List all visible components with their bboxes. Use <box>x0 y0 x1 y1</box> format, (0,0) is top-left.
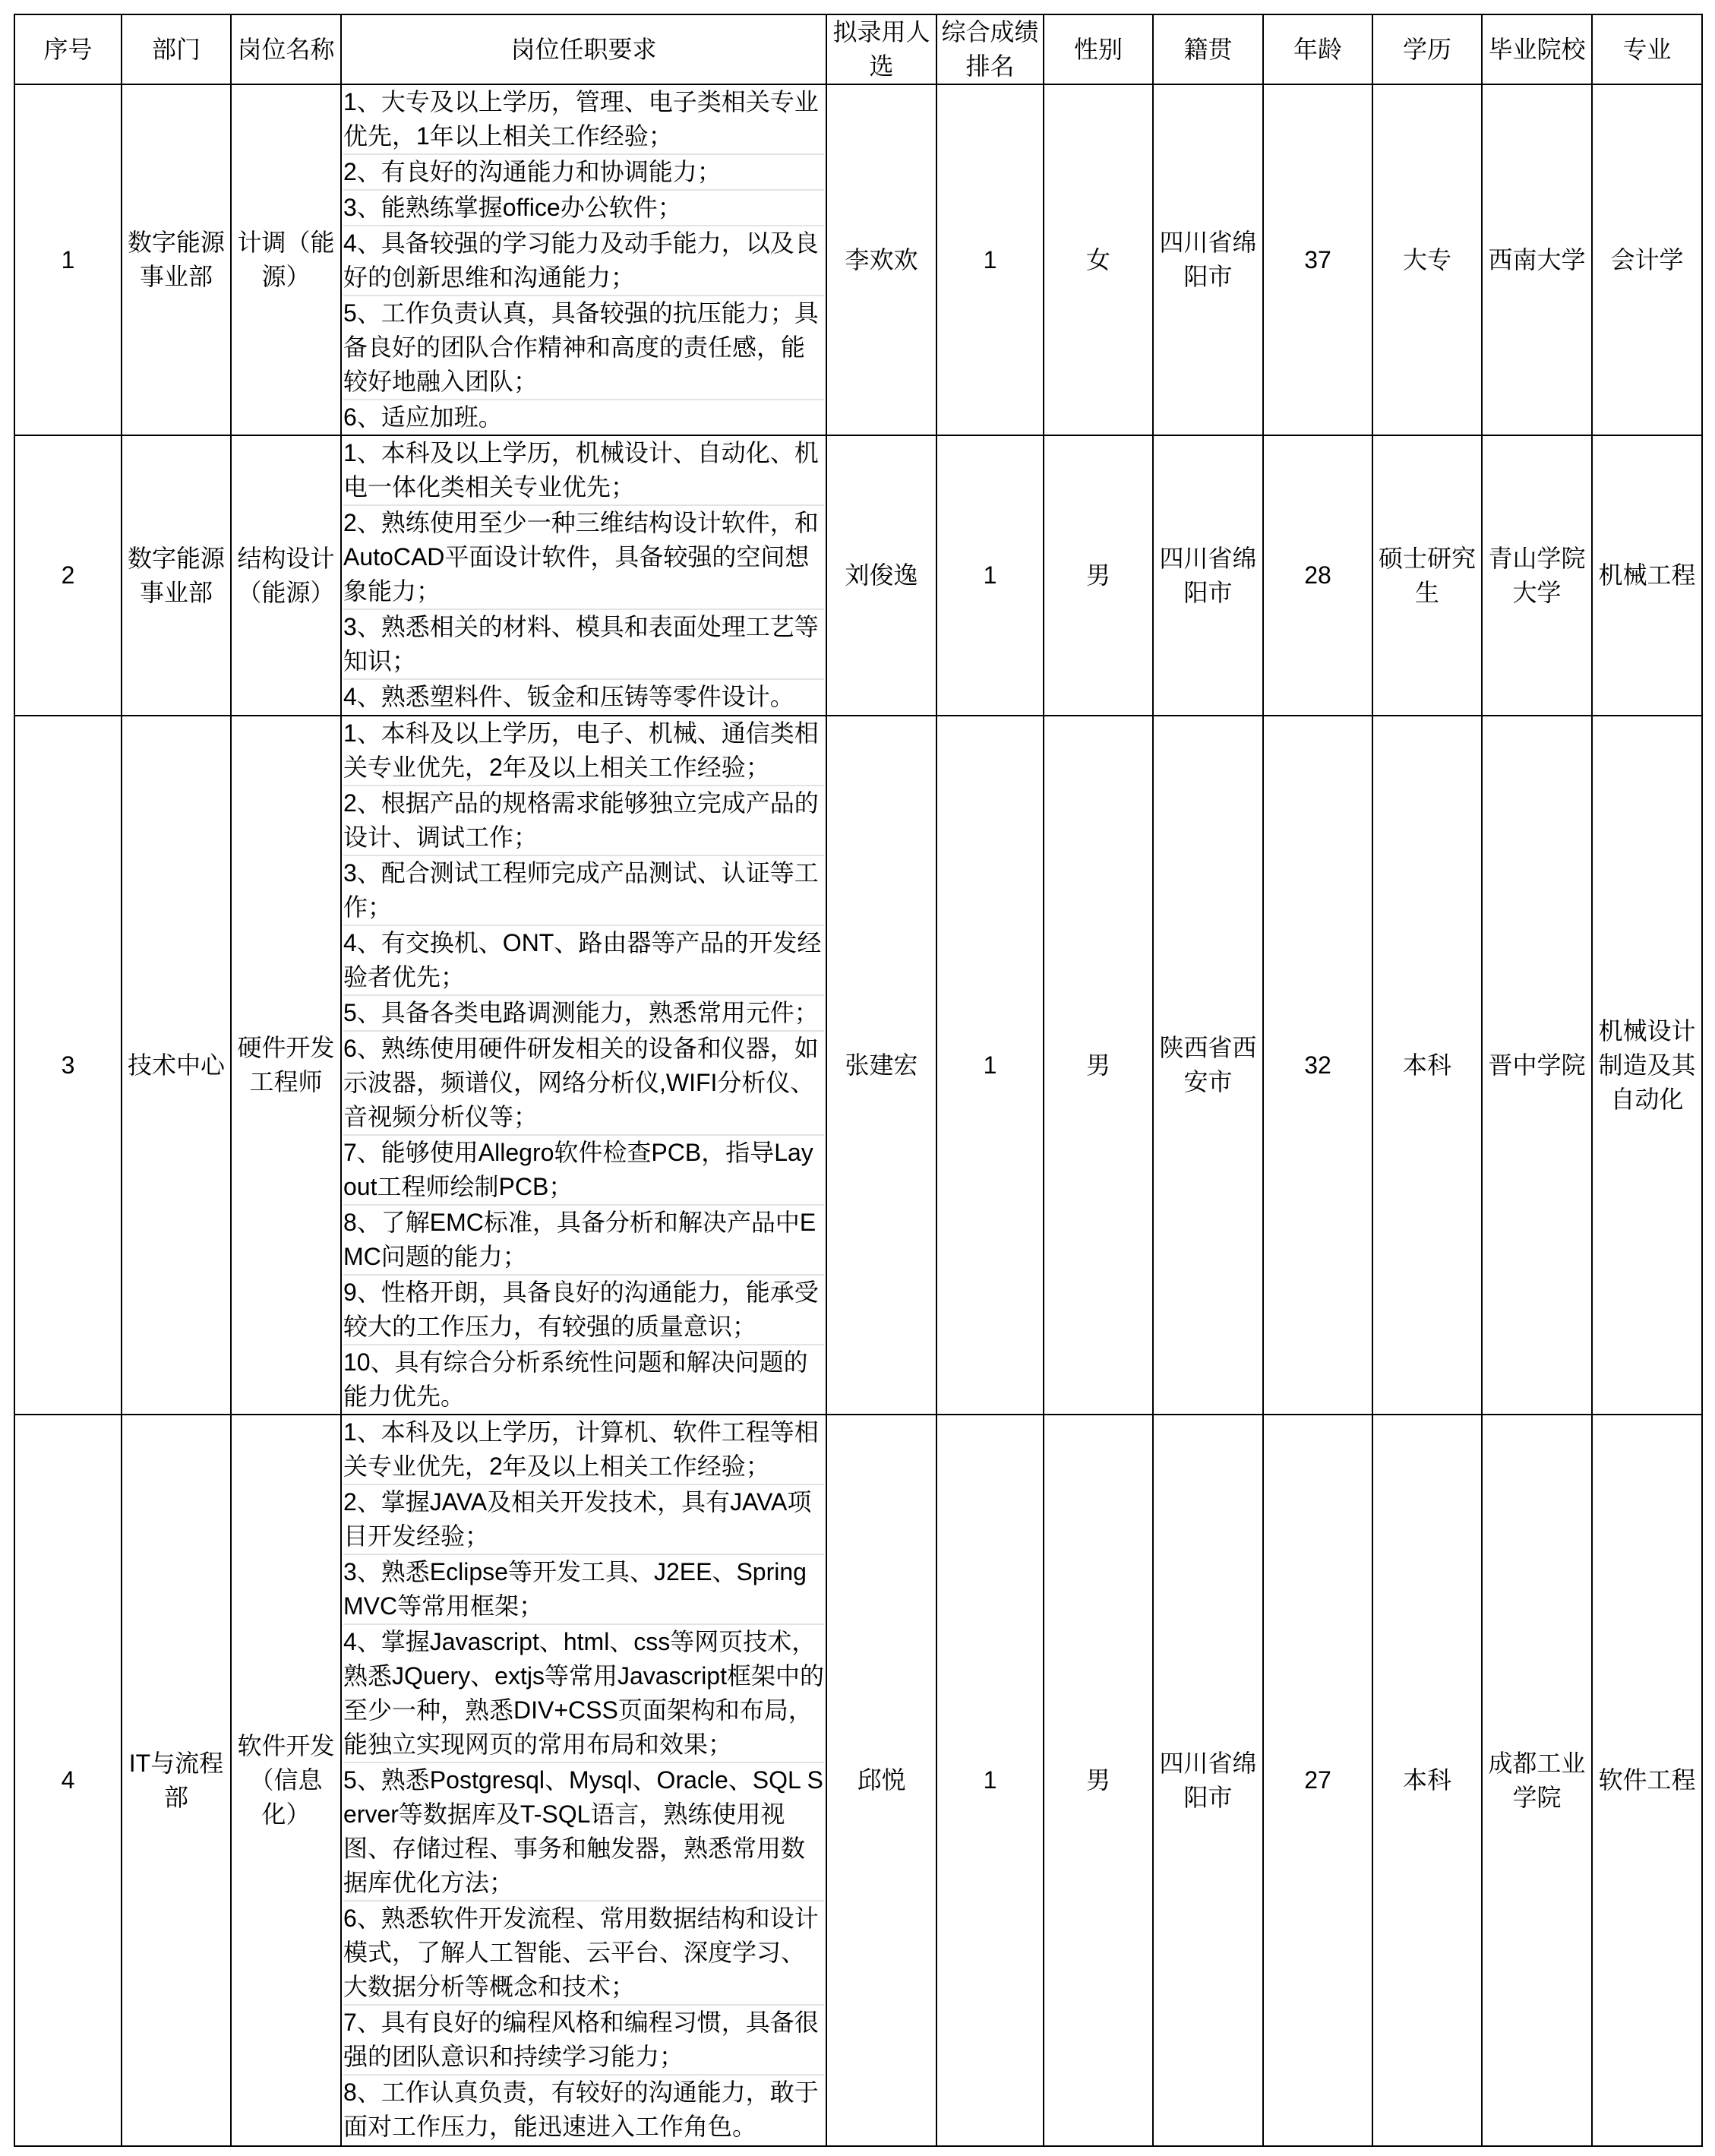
cell-candidate: 邱悦 <box>826 1415 936 2146</box>
requirement-item: 2、根据产品的规格需求能够独立完成产品的设计、调试工作； <box>343 786 824 856</box>
cell-candidate: 刘俊逸 <box>826 435 936 716</box>
cell-rank: 1 <box>936 1415 1044 2146</box>
cell-major: 机械设计制造及其自动化 <box>1592 716 1702 1415</box>
cell-requirements <box>341 435 826 716</box>
table-row <box>14 84 1702 435</box>
cell-education: 硕士研究生 <box>1372 435 1482 716</box>
requirement-item: 6、适应加班。 <box>343 403 503 431</box>
cell-age: 27 <box>1263 1415 1372 2146</box>
cell-education: 本科 <box>1372 1415 1482 2146</box>
cell-school: 晋中学院 <box>1482 716 1592 1415</box>
cell-rank: 1 <box>936 435 1044 716</box>
cell-gender: 女 <box>1044 84 1153 435</box>
cell-major: 机械工程 <box>1592 435 1702 716</box>
cell-rank: 1 <box>936 716 1044 1415</box>
cell-gender: 男 <box>1044 435 1153 716</box>
cell-education: 本科 <box>1372 716 1482 1415</box>
header-major: 专业 <box>1592 14 1702 84</box>
requirement-item: 5、工作负责认真，具备较强的抗压能力；具备良好的团队合作精神和高度的责任感，能较好地融入团队； <box>343 296 824 400</box>
requirement-item: 2、熟练使用至少一种三维结构设计软件，和AutoCAD平面设计软件，具备较强的空间想象能力； <box>343 506 824 610</box>
cell-gender: 男 <box>1044 716 1153 1415</box>
header-education: 学历 <box>1372 14 1482 84</box>
cell-position: 硬件开发工程师 <box>231 716 341 1415</box>
requirement-item: 10、具有综合分析系统性问题和解决问题的能力优先。 <box>343 1348 808 1410</box>
cell-major: 软件工程 <box>1592 1415 1702 2146</box>
cell-candidate: 张建宏 <box>826 716 936 1415</box>
cell-origin: 四川省绵阳市 <box>1153 435 1263 716</box>
cell-requirements <box>341 1415 826 2146</box>
requirement-item: 5、熟悉Postgresql、Mysql、Oracle、SQL Server等数据库及T-SQL语言，熟练使用视图、存储过程、事务和触发器，熟悉常用数据库优化方法； <box>343 1763 824 1902</box>
header-age: 年龄 <box>1263 14 1372 84</box>
header-origin: 籍贯 <box>1153 14 1263 84</box>
requirement-item: 7、能够使用Allegro软件检查PCB，指导Layout工程师绘制PCB； <box>343 1136 824 1206</box>
requirement-item: 1、本科及以上学历，机械设计、自动化、机电一体化类相关专业优先； <box>343 436 824 506</box>
cell-dept: 技术中心 <box>122 716 231 1415</box>
cell-dept: 数字能源事业部 <box>122 435 231 716</box>
cell-origin: 四川省绵阳市 <box>1153 84 1263 435</box>
cell-origin: 四川省绵阳市 <box>1153 1415 1263 2146</box>
header-row <box>14 14 1702 84</box>
cell-position: 软件开发（信息化） <box>231 1415 341 2146</box>
cell-no: 1 <box>14 84 122 435</box>
cell-school: 成都工业学院 <box>1482 1415 1592 2146</box>
requirement-item: 4、有交换机、ONT、路由器等产品的开发经验者优先； <box>343 926 824 996</box>
header-position: 岗位名称 <box>231 14 341 84</box>
cell-origin: 陕西省西安市 <box>1153 716 1263 1415</box>
requirement-item: 8、了解EMC标准，具备分析和解决产品中EMC问题的能力； <box>343 1206 824 1276</box>
header-gender: 性别 <box>1044 14 1153 84</box>
cell-position: 结构设计（能源） <box>231 435 341 716</box>
cell-no: 2 <box>14 435 122 716</box>
cell-requirements <box>341 84 826 435</box>
cell-position: 计调（能源） <box>231 84 341 435</box>
requirement-item: 8、工作认真负责，有较好的沟通能力，敢于面对工作压力，能迅速进入工作角色。 <box>343 2079 819 2140</box>
cell-no: 3 <box>14 716 122 1415</box>
cell-dept: IT与流程部 <box>122 1415 231 2146</box>
cell-no: 4 <box>14 1415 122 2146</box>
requirement-item: 9、性格开朗，具备良好的沟通能力，能承受较大的工作压力，有较强的质量意识； <box>343 1276 824 1345</box>
header-school: 毕业院校 <box>1482 14 1592 84</box>
requirement-item: 1、本科及以上学历，计算机、软件工程等相关专业优先，2年及以上相关工作经验； <box>343 1415 824 1485</box>
requirement-item: 4、掌握Javascript、html、css等网页技术，熟悉JQuery、extjs等常用Javascript框架中的至少一种，熟悉DIV+CSS页面架构和布局，能独立实现网页的常用布局和效果； <box>343 1625 824 1763</box>
cell-age: 32 <box>1263 716 1372 1415</box>
cell-rank: 1 <box>936 84 1044 435</box>
cell-education: 大专 <box>1372 84 1482 435</box>
requirement-item: 2、有良好的沟通能力和协调能力； <box>343 155 824 191</box>
table-row <box>14 435 1702 716</box>
header-rank: 综合成绩排名 <box>936 14 1044 84</box>
header-no: 序号 <box>14 14 122 84</box>
requirement-item: 1、本科及以上学历，电子、机械、通信类相关专业优先，2年及以上相关工作经验； <box>343 716 824 786</box>
header-dept: 部门 <box>122 14 231 84</box>
cell-age: 37 <box>1263 84 1372 435</box>
requirement-item: 4、熟悉塑料件、钣金和压铸等零件设计。 <box>343 683 794 710</box>
cell-school: 青山学院大学 <box>1482 435 1592 716</box>
cell-candidate: 李欢欢 <box>826 84 936 435</box>
header-requirements: 岗位任职要求 <box>341 14 826 84</box>
requirement-item: 2、掌握JAVA及相关开发技术，具有JAVA项目开发经验； <box>343 1485 824 1555</box>
requirement-item: 7、具有良好的编程风格和编程习惯，具备很强的团队意识和持续学习能力； <box>343 2006 824 2075</box>
header-candidate: 拟录用人选 <box>826 14 936 84</box>
requirement-item: 4、具备较强的学习能力及动手能力，以及良好的创新思维和沟通能力； <box>343 226 824 296</box>
cell-requirements <box>341 716 826 1415</box>
recruitment-table <box>14 14 1703 2147</box>
cell-school: 西南大学 <box>1482 84 1592 435</box>
requirement-item: 3、熟悉相关的材料、模具和表面处理工艺等知识； <box>343 610 824 680</box>
requirement-item: 3、配合测试工程师完成产品测试、认证等工作； <box>343 856 824 926</box>
requirement-item: 5、具备各类电路调测能力，熟悉常用元件； <box>343 996 824 1032</box>
table-row <box>14 1415 1702 2146</box>
cell-age: 28 <box>1263 435 1372 716</box>
cell-major: 会计学 <box>1592 84 1702 435</box>
cell-gender: 男 <box>1044 1415 1153 2146</box>
requirement-item: 3、熟悉Eclipse等开发工具、J2EE、Spring MVC等常用框架； <box>343 1555 824 1625</box>
requirement-item: 1、大专及以上学历，管理、电子类相关专业优先，1年以上相关工作经验； <box>343 85 824 155</box>
table-row <box>14 716 1702 1415</box>
requirement-item: 6、熟练使用硬件研发相关的设备和仪器，如示波器，频谱仪，网络分析仪,WIFI分析仪、音视频分析仪等； <box>343 1032 824 1136</box>
requirement-item: 3、能熟练掌握office办公软件； <box>343 191 824 226</box>
requirement-item: 6、熟悉软件开发流程、常用数据结构和设计模式，了解人工智能、云平台、深度学习、大数据分析等概念和技术； <box>343 1902 824 2006</box>
cell-dept: 数字能源事业部 <box>122 84 231 435</box>
